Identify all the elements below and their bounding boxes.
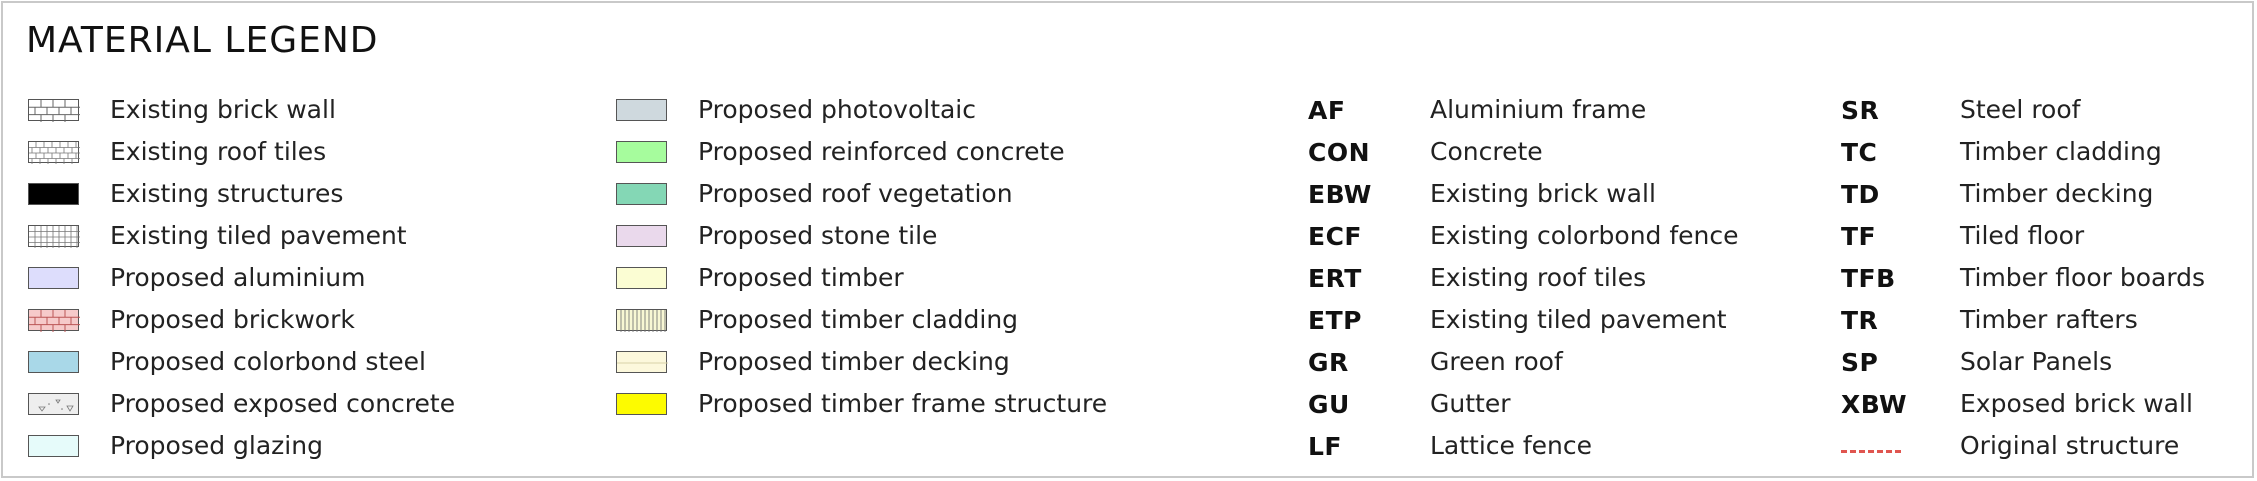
abbreviation-description: Gutter <box>1430 389 1511 418</box>
material-swatch <box>28 435 79 457</box>
abbreviation-description: Concrete <box>1430 137 1543 166</box>
material-label: Existing roof tiles <box>110 137 327 166</box>
abbreviation-description: Exposed brick wall <box>1960 389 2193 418</box>
abbreviation-description: Timber decking <box>1960 179 2154 208</box>
material-swatch <box>28 99 79 121</box>
abbreviation-code: TD <box>1841 180 1880 209</box>
material-label: Proposed reinforced concrete <box>698 137 1065 166</box>
material-swatch <box>616 225 667 247</box>
swatch-pattern <box>617 310 668 332</box>
material-label: Proposed photovoltaic <box>698 95 977 124</box>
abbreviation-code: TR <box>1841 306 1879 335</box>
material-swatch <box>616 99 667 121</box>
material-swatch <box>616 393 667 415</box>
swatch-pattern <box>617 352 668 374</box>
abbreviation-code: ETP <box>1308 306 1362 335</box>
material-swatch <box>616 183 667 205</box>
abbreviation-code: SP <box>1841 348 1879 377</box>
abbreviation-code: GU <box>1308 390 1350 419</box>
material-label: Proposed timber decking <box>698 347 1010 376</box>
abbreviation-code: ECF <box>1308 222 1363 251</box>
material-label: Proposed roof vegetation <box>698 179 1013 208</box>
abbreviation-code: SR <box>1841 96 1880 125</box>
material-label: Existing tiled pavement <box>110 221 407 250</box>
abbreviation-description: Original structure <box>1960 431 2180 460</box>
material-swatch <box>616 351 667 373</box>
material-swatch <box>28 309 79 331</box>
dashed-line-symbol <box>1841 450 1901 453</box>
abbreviation-code: GR <box>1308 348 1349 377</box>
abbreviation-code: CON <box>1308 138 1371 167</box>
material-label: Existing brick wall <box>110 95 336 124</box>
abbreviation-code: AF <box>1308 96 1346 125</box>
material-label: Proposed timber frame structure <box>698 389 1108 418</box>
abbreviation-code: ERT <box>1308 264 1362 293</box>
material-swatch <box>28 141 79 163</box>
material-swatch <box>28 267 79 289</box>
material-swatch <box>28 351 79 373</box>
abbreviation-description: Green roof <box>1430 347 1563 376</box>
abbreviation-description: Solar Panels <box>1960 347 2113 376</box>
abbreviation-description: Aluminium frame <box>1430 95 1647 124</box>
abbreviation-description: Tiled floor <box>1960 221 2085 250</box>
material-label: Proposed brickwork <box>110 305 355 334</box>
swatch-pattern <box>29 394 80 416</box>
legend-title: MATERIAL LEGEND <box>26 20 379 61</box>
abbreviation-code: TFB <box>1841 264 1896 293</box>
abbreviation-code: TF <box>1841 222 1877 251</box>
swatch-pattern <box>29 142 80 164</box>
abbreviation-code: XBW <box>1841 390 1908 419</box>
material-swatch <box>616 309 667 331</box>
material-swatch <box>28 183 79 205</box>
material-swatch <box>616 141 667 163</box>
abbreviation-description: Existing roof tiles <box>1430 263 1647 292</box>
material-swatch <box>28 393 79 415</box>
material-label: Proposed colorbond steel <box>110 347 426 376</box>
abbreviation-code: EBW <box>1308 180 1372 209</box>
material-swatch <box>28 225 79 247</box>
abbreviation-description: Timber rafters <box>1960 305 2138 334</box>
swatch-pattern <box>29 310 80 332</box>
material-label: Proposed timber <box>698 263 904 292</box>
abbreviation-description: Timber floor boards <box>1960 263 2206 292</box>
material-label: Existing structures <box>110 179 344 208</box>
abbreviation-description: Lattice fence <box>1430 431 1593 460</box>
material-label: Proposed exposed concrete <box>110 389 456 418</box>
material-label: Proposed stone tile <box>698 221 938 250</box>
material-swatch <box>616 267 667 289</box>
material-label: Proposed aluminium <box>110 263 366 292</box>
swatch-pattern <box>29 100 80 122</box>
swatch-pattern <box>29 226 80 248</box>
abbreviation-description: Timber cladding <box>1960 137 2162 166</box>
abbreviation-description: Existing tiled pavement <box>1430 305 1727 334</box>
abbreviation-code: LF <box>1308 432 1343 461</box>
abbreviation-code: TC <box>1841 138 1878 167</box>
abbreviation-description: Existing colorbond fence <box>1430 221 1739 250</box>
abbreviation-description: Existing brick wall <box>1430 179 1656 208</box>
material-label: Proposed timber cladding <box>698 305 1019 334</box>
abbreviation-description: Steel roof <box>1960 95 2081 124</box>
material-label: Proposed glazing <box>110 431 323 460</box>
